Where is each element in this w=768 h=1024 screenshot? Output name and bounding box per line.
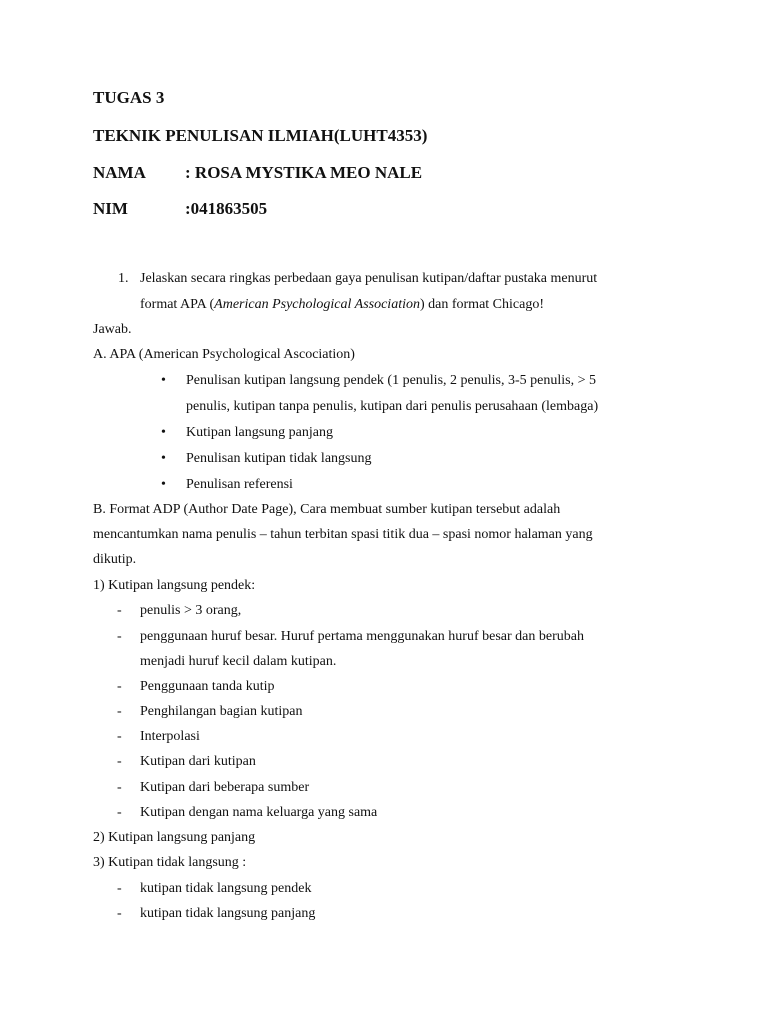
question-line-2-pre: format APA ( (140, 297, 215, 312)
section-1-item: Kutipan dengan nama keluarga yang sama (140, 805, 378, 820)
nim-label: NIM (93, 199, 128, 218)
dash-marker: - (117, 805, 122, 820)
question-line-2-post: ) dan format Chicago! (419, 297, 544, 312)
section-1-item: Interpolasi (140, 729, 200, 744)
bullet-icon: • (161, 425, 166, 440)
dash-marker: - (117, 754, 122, 769)
section-1-item: penggunaan huruf besar. Huruf pertama menggunakan huruf besar dan berubah (140, 629, 584, 644)
section-3-item: kutipan tidak langsung pendek (140, 881, 312, 896)
name-value: : ROSA MYSTIKA MEO NALE (185, 163, 423, 182)
dash-marker: - (117, 729, 122, 744)
answer-label: Jawab. (93, 322, 132, 337)
bullet-icon: • (161, 451, 166, 466)
bullet-icon: • (161, 373, 166, 388)
dash-marker: - (117, 629, 122, 644)
section-3-heading: 3) Kutipan tidak langsung : (93, 855, 247, 870)
section-1-item: Kutipan dari kutipan (140, 754, 256, 769)
section-2-heading: 2) Kutipan langsung panjang (93, 830, 256, 845)
dash-marker: - (117, 603, 122, 618)
section-1-item-cont: menjadi huruf kecil dalam kutipan. (140, 654, 337, 669)
section-1-item: penulis > 3 orang, (140, 603, 242, 618)
dash-marker: - (117, 906, 122, 921)
apa-bullet-3: Penulisan kutipan tidak langsung (186, 451, 372, 466)
section-3-item: kutipan tidak langsung panjang (140, 906, 316, 921)
question-number: 1. (118, 271, 129, 286)
question-line-2 (140, 296, 544, 314)
adp-line-2: mencantumkan nama penulis – tahun terbitan spasi titik dua – spasi nomor halaman yang (93, 527, 593, 542)
apa-bullet-2: Kutipan langsung panjang (186, 425, 333, 440)
dash-marker: - (117, 704, 122, 719)
adp-line-1: B. Format ADP (Author Date Page), Cara membuat sumber kutipan tersebut adalah (93, 502, 561, 517)
name-label: NAMA (93, 163, 146, 182)
section-1-item: Penghilangan bagian kutipan (140, 704, 303, 719)
section-1-heading: 1) Kutipan langsung pendek: (93, 578, 256, 593)
apa-bullet-1: Penulisan kutipan langsung pendek (1 penulis, 2 penulis, 3-5 penulis, > 5 (186, 373, 596, 388)
section-1-item: Kutipan dari beberapa sumber (140, 780, 310, 795)
dash-marker: - (117, 780, 122, 795)
apa-bullet-1-cont: penulis, kutipan tanpa penulis, kutipan dari penulis perusahaan (lembaga) (186, 399, 599, 414)
assignment-title: TUGAS 3 (93, 88, 165, 107)
dash-marker: - (117, 679, 122, 694)
question-line-1: Jelaskan secara ringkas perbedaan gaya penulisan kutipan/daftar pustaka menurut (140, 271, 598, 286)
adp-line-3: dikutip. (93, 552, 137, 567)
section-1-item: Penggunaan tanda kutip (140, 679, 275, 694)
apa-bullet-4: Penulisan referensi (186, 477, 293, 492)
apa-heading: A. APA (American Psychological Ascociation) (93, 347, 355, 362)
question-line-2-italic: American Psychological Association (214, 297, 420, 312)
course-title: TEKNIK PENULISAN ILMIAH(LUHT4353) (93, 126, 428, 145)
nim-value: :041863505 (185, 199, 268, 218)
bullet-icon: • (161, 477, 166, 492)
dash-marker: - (117, 881, 122, 896)
